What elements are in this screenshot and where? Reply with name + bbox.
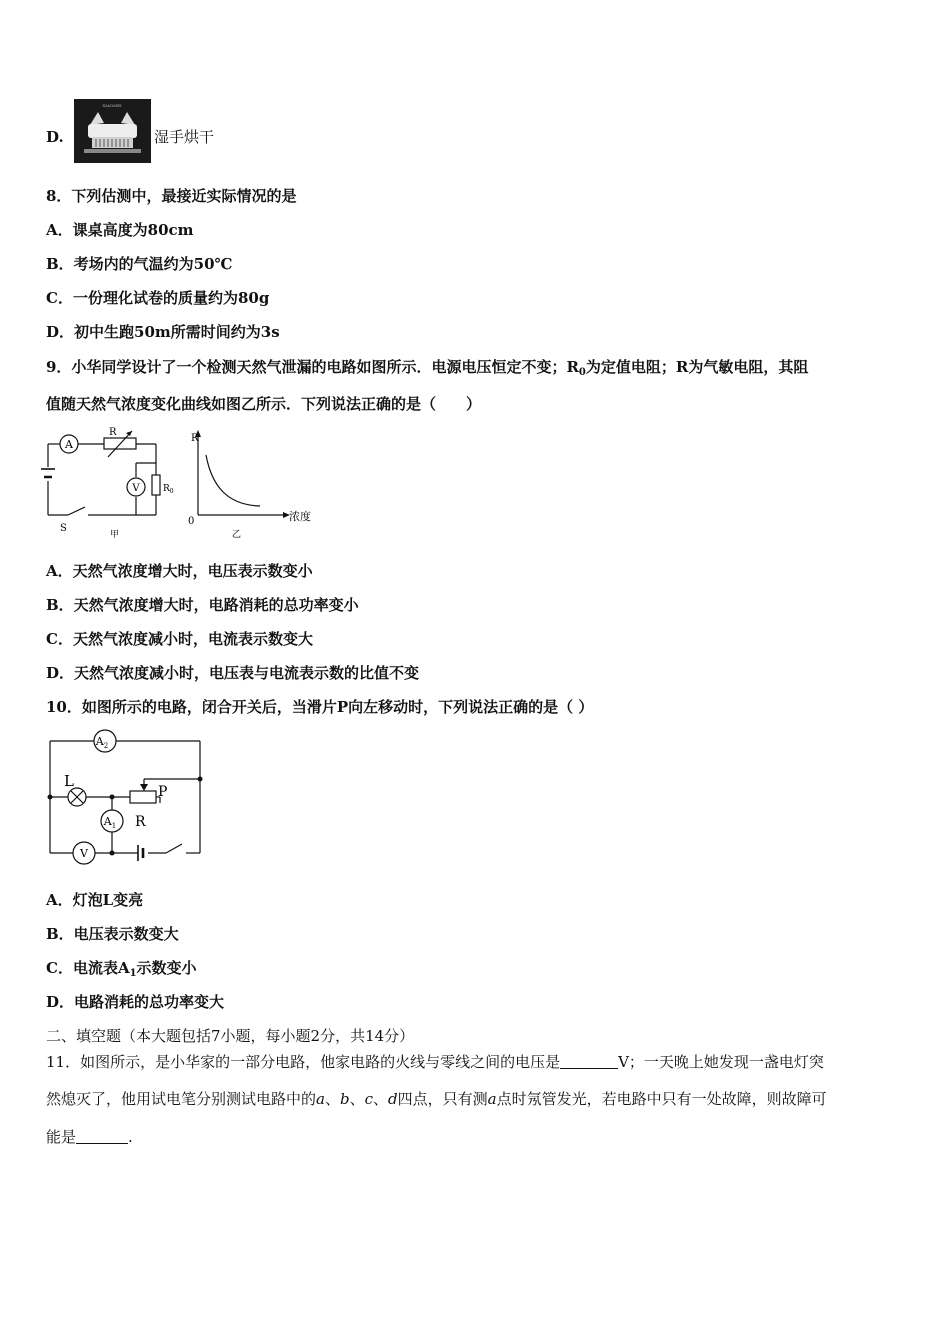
q8-option-c[interactable]: C．一份理化试卷的质量约为80g bbox=[46, 289, 270, 307]
section-heading: 二、填空题（本大题包括7小题，每小题2分，共14分） bbox=[46, 1027, 415, 1045]
resistor-label: R bbox=[135, 814, 146, 830]
ammeter-a2-label: $A_2$ bbox=[95, 735, 109, 750]
ammeter-label: A bbox=[65, 438, 73, 451]
q10-option-c[interactable]: C．电流表$A_1$示数变小 bbox=[46, 959, 197, 979]
switch-label: S bbox=[60, 523, 67, 534]
q10-option-a[interactable]: A．灯泡L变亮 bbox=[46, 891, 144, 909]
q10-option-d[interactable]: D．电路消耗的总功率变大 bbox=[46, 993, 225, 1011]
q7-option-d-text: 湿手烘干 bbox=[154, 128, 215, 146]
q8-option-b[interactable]: B．考场内的气温约为50℃ bbox=[46, 255, 233, 273]
fig-yi-caption: 乙 bbox=[232, 530, 242, 540]
graph-x-label: 浓度 bbox=[289, 510, 311, 523]
q9-stem-line1: 9．小华同学设计了一个检测天然气泄漏的电路如图所示．电源电压恒定不变；$R_0$为定值电阻；R为气敏电阻，其阻 bbox=[46, 358, 809, 378]
q9-option-d[interactable]: D．天然气浓度减小时，电压表与电流表示数的比值不变 bbox=[46, 664, 420, 682]
resistor-r0-label: $R_0$ bbox=[163, 484, 174, 495]
image-caption: XIAOMEI bbox=[102, 103, 122, 108]
graph-origin: 0 bbox=[188, 516, 195, 527]
blank-fault[interactable] bbox=[76, 1129, 128, 1144]
slider-label: P bbox=[158, 784, 168, 800]
option-letter: D. bbox=[46, 128, 64, 146]
fig-jia-caption: 甲 bbox=[110, 530, 120, 540]
voltmeter-label: V bbox=[132, 483, 140, 494]
q8-option-a[interactable]: A．课桌高度为80cm bbox=[46, 221, 194, 239]
q11-line2: 然熄灭了，他用试电笔分别测试电路中的a、b、c、d四点，只有测a点时氖管发光，若电路中只有一处故障，则故障可 bbox=[46, 1090, 827, 1108]
q8-stem: 8．下列估测中，最接近实际情况的是 bbox=[46, 187, 297, 205]
q9-option-b[interactable]: B．天然气浓度增大时，电路消耗的总功率变小 bbox=[46, 596, 359, 614]
graph-y-label: R bbox=[191, 433, 199, 444]
voltmeter-label: V bbox=[80, 847, 88, 860]
blank-voltage[interactable] bbox=[560, 1054, 618, 1069]
q10-circuit bbox=[40, 727, 215, 867]
resistor-r-label: R bbox=[109, 427, 117, 438]
q8-option-d[interactable]: D．初中生跑50m所需时间约为3s bbox=[46, 323, 280, 341]
q10-option-b[interactable]: B．电压表示数变大 bbox=[46, 925, 179, 943]
q11-line1: 11．如图所示，是小华家的一部分电路，他家电路的火线与零线之间的电压是 V；一天晚上她发现一盏电灯突 bbox=[46, 1053, 824, 1071]
q7-option-d[interactable] bbox=[46, 126, 64, 148]
q9-stem-line2: 值随天然气浓度变化曲线如图乙所示．下列说法正确的是（ ） bbox=[46, 395, 482, 413]
q9-option-c[interactable]: C．天然气浓度减小时，电流表示数变大 bbox=[46, 630, 313, 648]
q10-stem: 10．如图所示的电路，闭合开关后，当滑片P向左移动时，下列说法正确的是（ ） bbox=[46, 698, 594, 716]
q9-circuit-jia bbox=[40, 425, 180, 543]
q9-option-a[interactable]: A．天然气浓度增大时，电压表示数变小 bbox=[46, 562, 313, 580]
hand-dryer-image bbox=[74, 99, 151, 163]
q11-line3: 能是 . bbox=[46, 1128, 133, 1146]
q9-graph-yi bbox=[182, 425, 327, 543]
ammeter-a1-label: $A_1$ bbox=[103, 815, 117, 830]
lamp-label: L bbox=[64, 772, 74, 790]
